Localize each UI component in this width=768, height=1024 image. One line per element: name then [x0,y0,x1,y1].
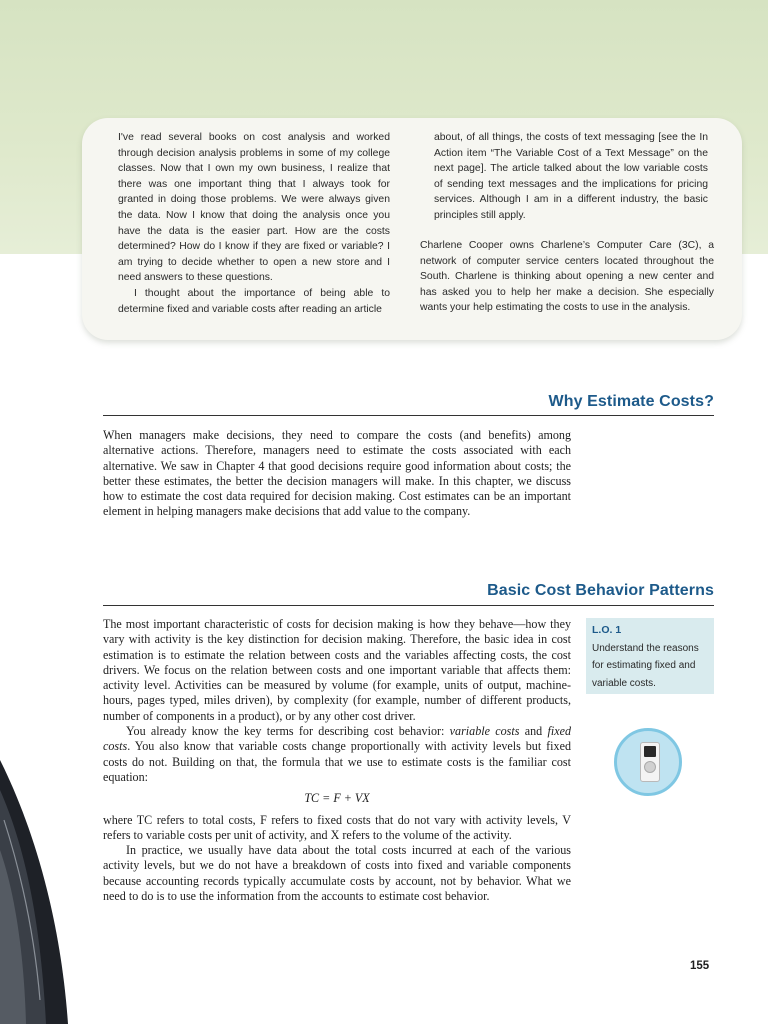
cost-equation: TC = F + VX [304,791,370,806]
decorative-swoosh-image [0,760,72,1024]
section1-body [103,428,571,520]
ipod-body [640,742,660,782]
learning-objective-title: L.O. 1 [592,624,622,636]
learning-objective-box [586,618,714,694]
body-paragraph: The most important characteristic of costs for decision making is how they behave—how they vary with activity is the key distinction for decision making. Therefore, the basic idea in cost estimation is to estimate the relation between costs and the variables affecting costs, the cost drivers. We focus on the relation between costs and one important variable that affects them: activity level. Activities can be measured by volume (for example, units of output, machine-hours, pages typed, miles driven), by complexity (for example, number of different products, number of components in a product), or by any other cost driver. [103,617,571,723]
story-paragraph: I've read several books on cost analysis and worked through decision analysis problems in some of my college classes. Now that I own my own business, I realize that there was one important thing that I always took for granted in doing those problems. We were always given the data. Now I know that doing the analysis once you have the data is the easier part. How are the costs determined? How do I know if they are fixed or variable? I am trying to decide whether to open a new store and I need answers to these questions. [118,132,390,284]
ipod-wheel [644,761,656,773]
story-right-column-top [434,130,708,224]
heading-rule [103,605,714,606]
term-fixed-costs: fixed costs [103,724,572,754]
ipod-screen [644,746,656,757]
body-paragraph [103,724,571,785]
section-heading-cost-behavior: Basic Cost Behavior Patterns [487,582,714,599]
story-left-column [118,130,390,317]
story-right-column-bottom [420,238,714,316]
section-heading-why-estimate: Why Estimate Costs? [548,393,714,410]
text-run: . You also know that variable costs change proportionally with activity levels but fixed costs do not. Building on that, the formula that we use to estimate costs is the familiar cost equation: [103,739,571,784]
learning-objective-text: Understand the reasons for estimating fixed and variable costs. [592,642,699,689]
page-number: 155 [690,960,710,972]
story-paragraph: I thought about the importance of being able to determine fixed and variable costs after reading an article [118,287,390,315]
term-variable-costs: variable costs [449,724,520,739]
body-paragraph: In practice, we usually have data about the total costs incurred at each of the various activity levels, but we do not have a breakdown of costs into fixed and variable components because accounting records typically accumulate costs by account, not by behavior. What we need to do is to use the information from the accounts to estimate cost behavior. [103,843,571,904]
heading-rule [103,415,714,416]
story-paragraph: about, of all things, the costs of text messaging [see the In Action item “The Variable Cost of a Text Message” on the next page]. The article talked about the low variable costs of sending text messages and the implications for pricing services. Although I am in a different industry, the basic principles still apply. [434,132,708,221]
text-run: and [519,724,548,739]
text-run: You already know the key terms for describing cost behavior: [126,724,450,739]
ipod-icon [614,728,682,796]
body-paragraph: where TC refers to total costs, F refers to fixed costs that do not vary with activity levels, V refers to variable costs per unit of activity, and X refers to the volume of the activity. [103,812,571,842]
body-paragraph: When managers make decisions, they need to compare the costs (and benefits) among alternative actions. Therefore, managers need to estimate the costs associated with each alternative. We saw in Chapter 4 that good decisions require good information about costs; the better these estimates, the better the decision managers will make. In this chapter, we discuss how to estimate the cost data required for decision making. Cost estimates can be an important element in helping managers make decisions that add value to the company. [103,428,571,519]
section2-body [103,617,571,904]
story-paragraph: Charlene Cooper owns Charlene’s Computer Care (3C), a network of computer service centers located throughout the South. Charlene is thinking about opening a new center and has asked you to help her make a decision. She especially wants your help estimating the costs to use in the analysis. [420,240,714,314]
